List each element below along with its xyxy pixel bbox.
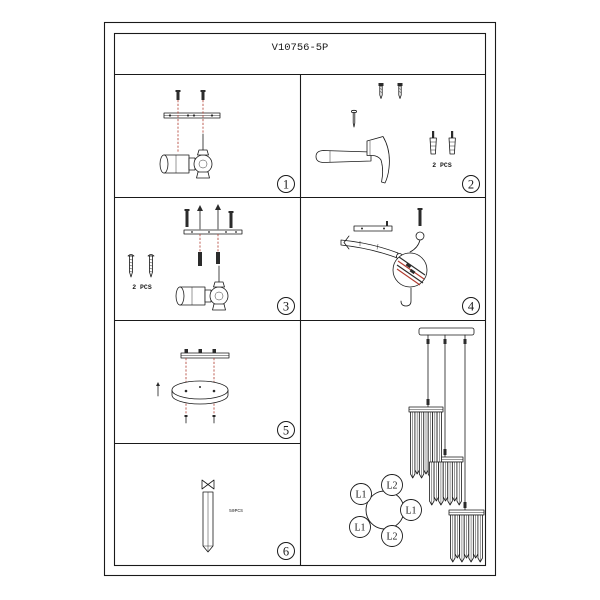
- step-6-quantity: 50PCS: [229, 509, 243, 514]
- wire-connector-icon: [393, 253, 427, 287]
- nail-icon: [351, 110, 356, 127]
- step-2-badge: [463, 176, 480, 193]
- screw-icon: [201, 90, 206, 100]
- step-4-number: 4: [467, 299, 475, 314]
- drill-icon: [160, 134, 212, 178]
- crystal-icon: [202, 480, 214, 552]
- drill-icon: [176, 266, 228, 310]
- center-ring: [366, 491, 404, 529]
- step-4-badge: [463, 298, 480, 315]
- wall-plug-icon: [216, 252, 220, 264]
- screw-icon: [185, 209, 190, 227]
- pendant-arrangement-diagram: [350, 475, 422, 547]
- ceiling-canopy: [419, 328, 474, 335]
- hook-icon: [401, 288, 411, 306]
- assembled-lamp-panel: [350, 328, 485, 562]
- step-3-number: 3: [282, 299, 290, 314]
- wall-plug-icon: [449, 131, 455, 154]
- mounting-plate-icon: [354, 221, 392, 231]
- hammer-icon: [316, 137, 389, 184]
- canopy-icon: [172, 381, 228, 404]
- position-label: L1: [354, 522, 366, 534]
- step-3-badge: [278, 298, 295, 315]
- screw-icon: [398, 83, 403, 99]
- step-6-number: 6: [282, 544, 290, 559]
- model-number: V10756-5P: [271, 42, 329, 54]
- drill-bit-icon: [215, 204, 221, 229]
- hook-icon: [410, 232, 424, 252]
- mounting-plate-icon: [181, 349, 229, 358]
- position-label: L2: [386, 480, 398, 492]
- crystal-shade: [430, 462, 462, 505]
- step-5-number: 5: [282, 423, 290, 438]
- mounting-bracket-icon: [164, 113, 220, 118]
- step-6-panel: [202, 480, 295, 560]
- crystal-shade: [451, 515, 483, 562]
- screw-icon: [148, 255, 154, 278]
- screw-icon: [128, 255, 134, 278]
- screw-icon: [229, 211, 234, 228]
- step-1-panel: [160, 90, 295, 193]
- crossbar-icon: [341, 236, 403, 260]
- drill-bit-icon: [197, 205, 203, 229]
- position-marker: [351, 484, 372, 505]
- wall-plug-icon: [430, 131, 436, 154]
- position-marker: [382, 475, 403, 496]
- screw-icon: [418, 208, 423, 226]
- screw-icon: [176, 90, 181, 100]
- screw-icon: [213, 415, 216, 423]
- position-label: L1: [405, 505, 417, 517]
- step-2-panel: [316, 83, 480, 193]
- step-1-number: 1: [282, 177, 290, 192]
- mounting-plate-icon: [184, 230, 242, 234]
- screw-icon: [156, 382, 160, 396]
- position-marker: [382, 526, 403, 547]
- step-2-quantity: 2 PCS: [432, 162, 452, 169]
- position-label: L2: [386, 531, 398, 543]
- screw-icon: [185, 415, 188, 423]
- step-2-number: 2: [467, 177, 475, 192]
- pendant-lamp-icon: [409, 328, 484, 562]
- step-5-badge: [278, 422, 295, 439]
- step-3-quantity: 2 PCS: [132, 284, 152, 291]
- position-marker: [401, 500, 422, 521]
- step-3-panel: [128, 204, 295, 315]
- shade-top-ring: [409, 407, 443, 412]
- shade-top-ring: [449, 510, 484, 515]
- position-marker: [350, 517, 371, 538]
- step-4-panel: [341, 208, 480, 315]
- wall-plug-icon: [198, 252, 202, 266]
- step-5-panel: [156, 349, 295, 439]
- screw-icon: [379, 83, 384, 99]
- step-6-badge: [278, 543, 295, 560]
- step-1-badge: [278, 176, 295, 193]
- position-label: L1: [355, 489, 367, 501]
